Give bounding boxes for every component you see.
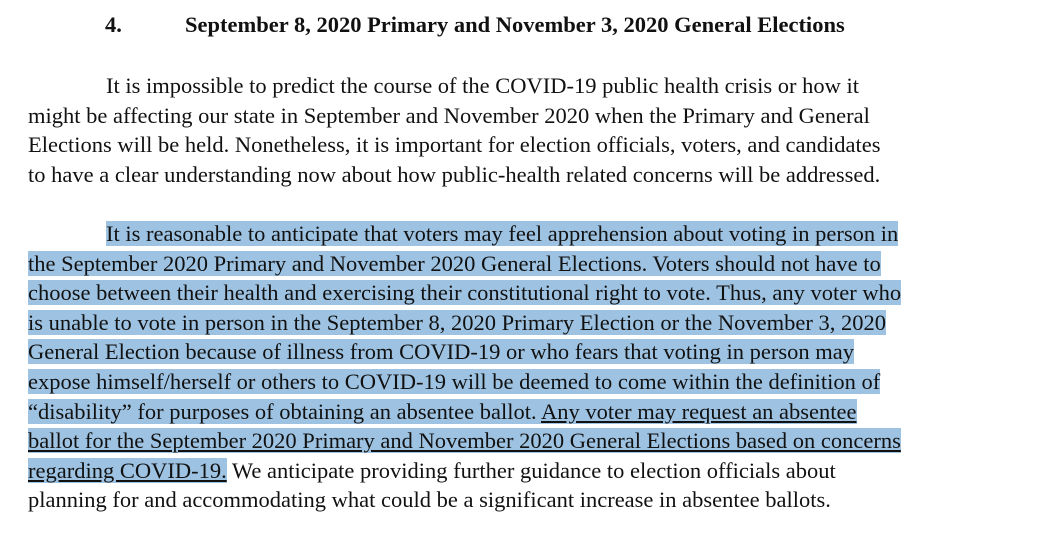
- highlighted-text: expose himself/herself or others to COVID-19 will be deemed to come within the definition of: [28, 368, 881, 394]
- section-number: 4.: [105, 12, 122, 37]
- paragraph-line: [28, 485, 1038, 515]
- highlighted-text: is unable to vote in person in the September 8, 2020 Primary Election or the November 3, 2020: [28, 309, 886, 335]
- paragraph-1: [28, 71, 1038, 189]
- section-heading: [105, 10, 845, 40]
- paragraph-line: [28, 367, 1038, 397]
- paragraph-line: [28, 219, 1038, 249]
- line-text: planning for and accommodating what could be a significant increase in absentee ballots.: [28, 487, 831, 513]
- paragraph-line: [28, 278, 1038, 308]
- paragraph-line: [28, 397, 1038, 427]
- highlighted-text: “disability” for purposes of obtaining an absentee ballot.: [28, 398, 541, 424]
- highlighted-text: It is reasonable to anticipate that voters may feel apprehension about voting in person in: [106, 221, 899, 246]
- line-text: might be affecting our state in September and November 2020 when the Primary and General: [28, 102, 870, 128]
- paragraph-line: [28, 101, 1038, 131]
- underlined-highlighted-text: regarding COVID-19.: [28, 457, 227, 483]
- paragraph-line: [28, 249, 1038, 279]
- paragraph-line: [28, 337, 1038, 367]
- line-text: to have a clear understanding now about how public-health related concerns will be addressed.: [28, 161, 881, 187]
- underlined-highlighted-text: Any voter may request an absentee: [541, 398, 857, 424]
- highlighted-text: the September 2020 Primary and November 2020 General Elections. Voters should not have to: [28, 250, 881, 276]
- highlighted-text: General Election because of illness from COVID-19 or who fears that voting in person may: [28, 339, 855, 365]
- section-title: September 8, 2020 Primary and November 3, 2020 General Elections: [185, 12, 845, 37]
- line-text: It is impossible to predict the course of the COVID-19 public health crisis or how it: [106, 73, 859, 98]
- underlined-highlighted-text: ballot for the September 2020 Primary and November 2020 General Elections based on concerns: [28, 428, 901, 454]
- paragraph-line: [28, 308, 1038, 338]
- paragraph-line: [28, 130, 1038, 160]
- paragraph-line: [28, 160, 1038, 190]
- paragraph-line: [28, 71, 1038, 101]
- paragraph-2: [28, 219, 1038, 515]
- line-text: We anticipate providing further guidance to election officials about: [226, 457, 836, 483]
- line-text: Elections will be held. Nonetheless, it is important for election officials, voters, and candidates: [28, 132, 881, 158]
- highlighted-text: choose between their health and exercising their constitutional right to vote. Thus, any voter who: [28, 280, 902, 306]
- paragraph-line: [28, 426, 1038, 456]
- paragraph-line: [28, 456, 1038, 486]
